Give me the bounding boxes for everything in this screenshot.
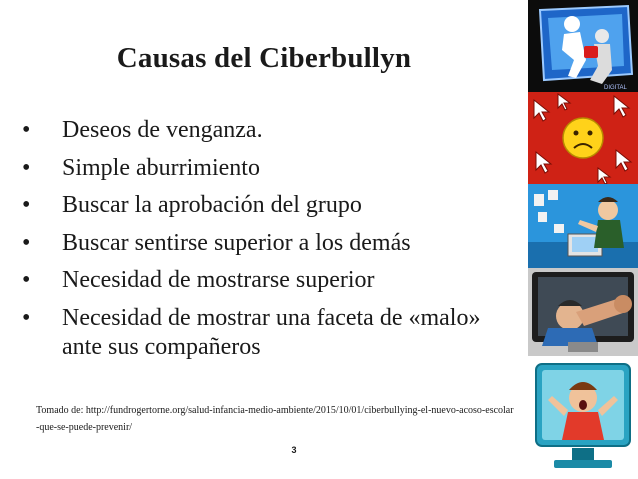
bullet-item: • Simple aburrimiento <box>22 154 260 181</box>
fist-monitor-image <box>528 268 638 356</box>
sad-face-cursors-image <box>528 92 638 184</box>
angry-man-computer-image <box>528 184 638 268</box>
bullet-dot: • <box>22 229 31 256</box>
bullet-dot: • <box>22 154 31 181</box>
bullet-item: • Necesidad de mostrar una faceta de «malo» ante sus compañeros <box>22 304 481 360</box>
bullet-dot: • <box>22 192 31 218</box>
image-strip <box>528 0 638 479</box>
source-citation: Tomado de: http://fundrogertorne.org/salud-infancia-medio-ambiente/2015/10/01/ciberbullying-el-nuevo-acoso-escolar-que-se-puede-prevenir/ <box>36 405 514 433</box>
bullet-dot: • <box>22 304 31 331</box>
bullet-item: • Buscar sentirse superior a los demás <box>22 229 411 256</box>
bullet-item: • Buscar la aprobación del grupo <box>22 192 362 218</box>
digital-caption: DIGITAL <box>604 85 627 91</box>
bullet-dot: • <box>22 117 31 143</box>
figures-on-screen-image <box>528 0 638 92</box>
shocked-man-monitor-image <box>528 356 638 479</box>
bullet-dot: • <box>22 267 31 293</box>
page-number: 3 <box>291 445 297 455</box>
bullet-item: • Necesidad de mostrarse superior <box>22 267 375 293</box>
bullet-list <box>22 116 522 370</box>
bullet-item: • Deseos de venganza. <box>22 117 263 143</box>
slide-title: Causas del Ciberbullyn <box>116 42 412 74</box>
